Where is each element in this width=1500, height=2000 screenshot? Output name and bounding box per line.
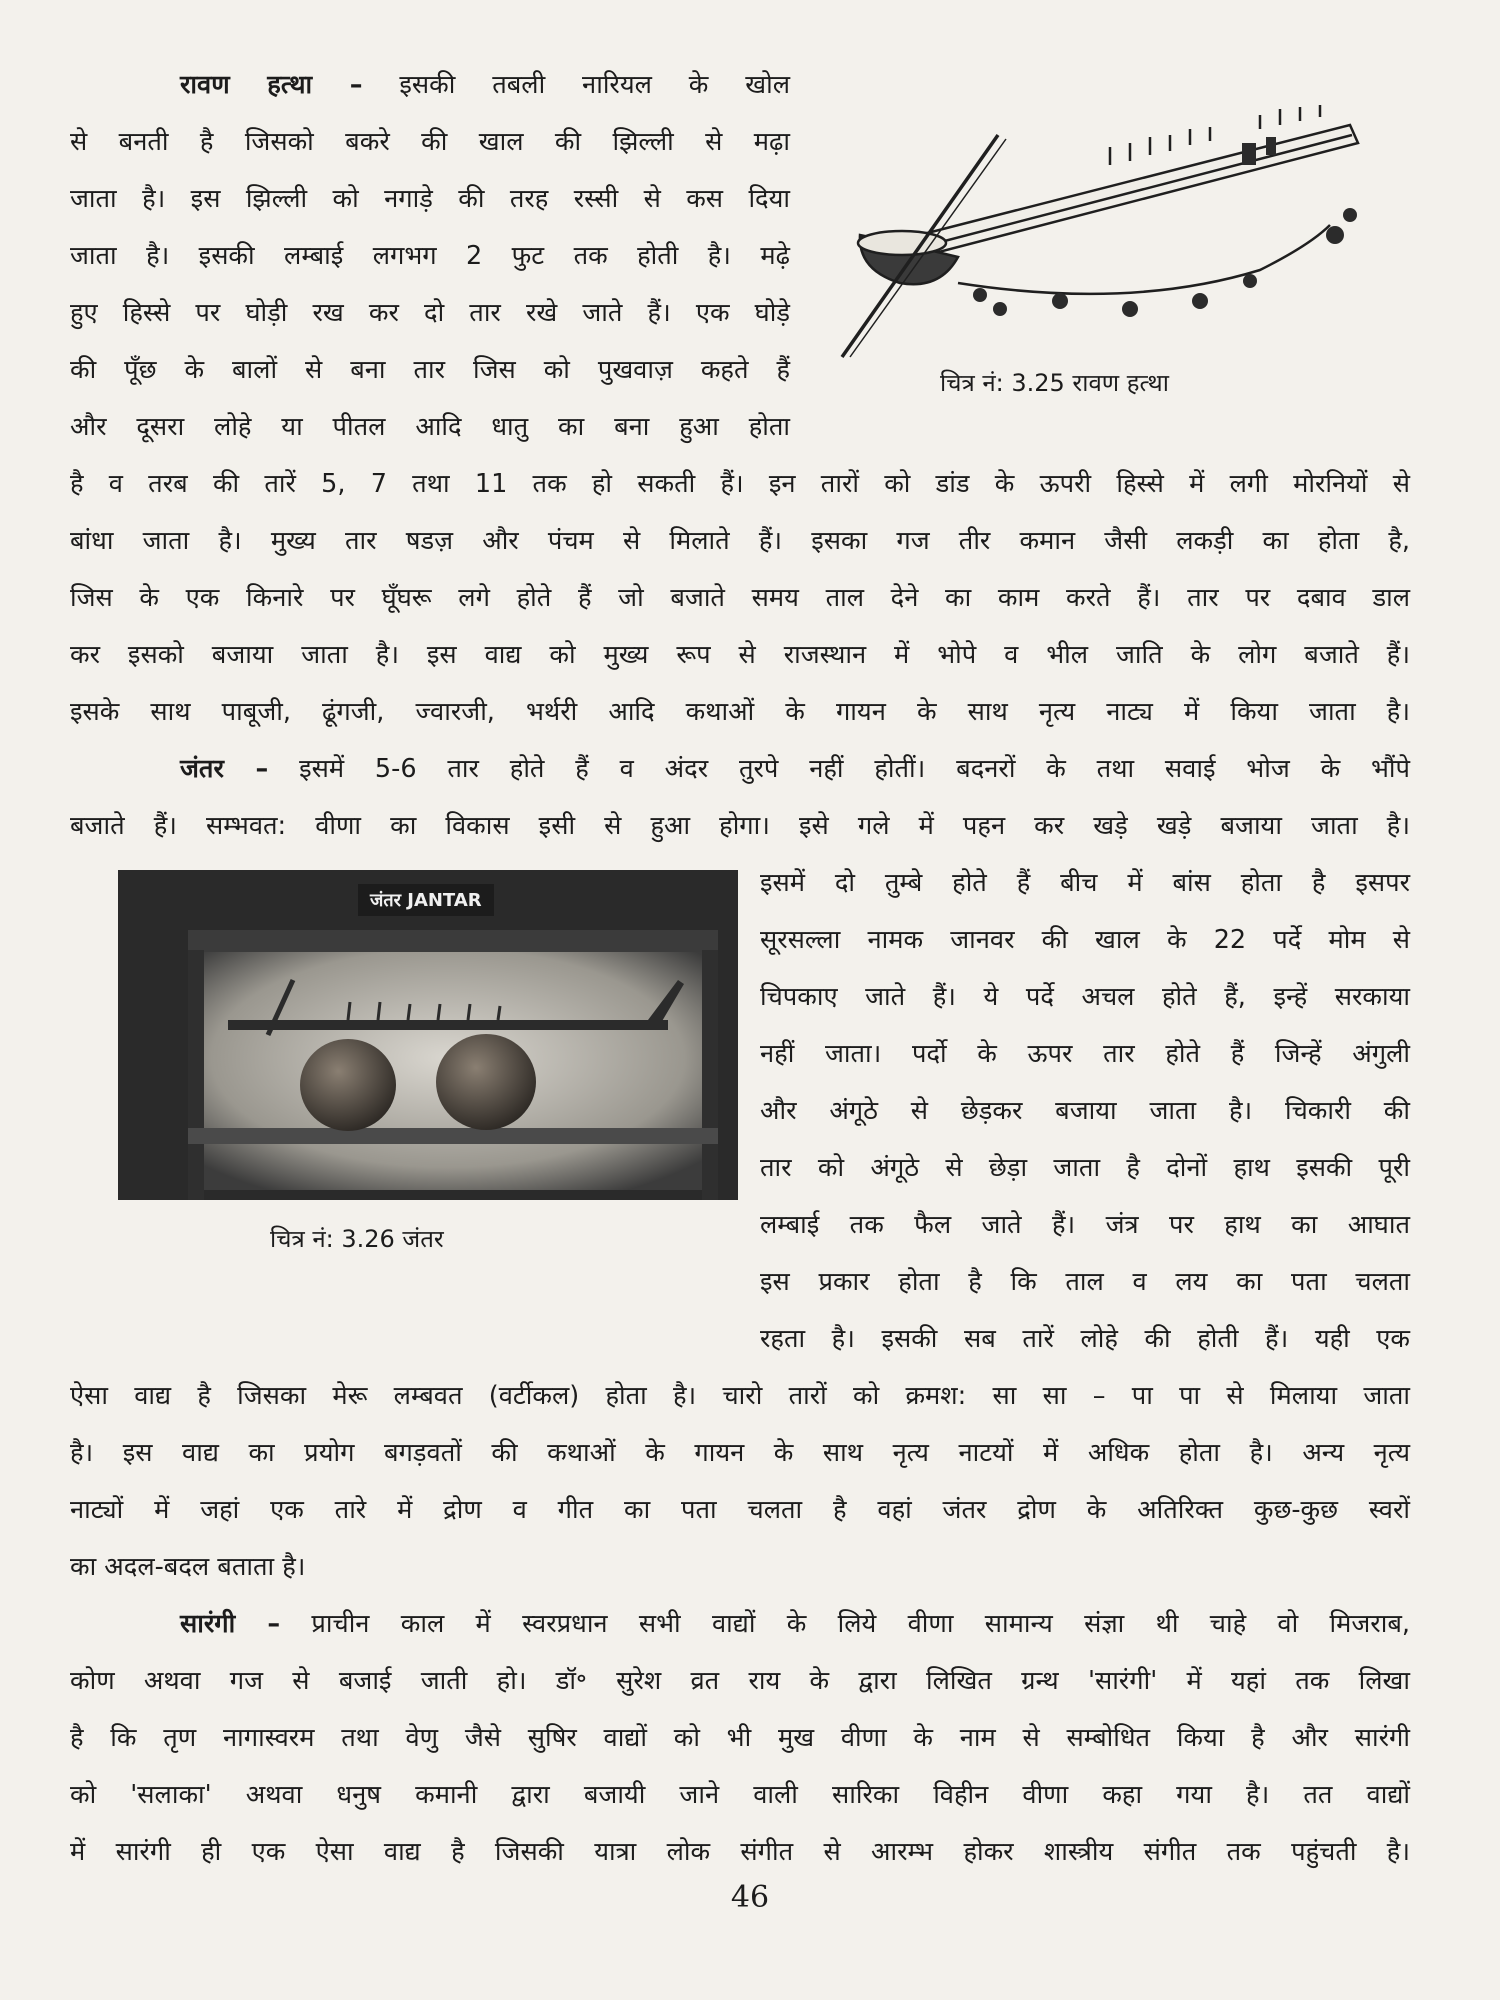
jantar-wrap-5: और अंगूठे से छेड़कर बजाया जाता है। चिकारी की [760,1096,1410,1126]
jantar-photo [118,870,738,1200]
sarangi-heading: सारंगी – [180,1609,281,1639]
jantar-wrap-8: इस प्रकार होता है कि ताल व लय का पता चलता [760,1267,1410,1297]
ravanhatha-wrap-3: जाता है। इसकी लम्बाई लगभग 2 फुट तक होती है। मढ़े [70,241,790,271]
sarangi-last: में सारंगी ही एक ऐसा वाद्य है जिसकी यात्रा लोक संगीत से आरम्भ होकर शास्त्रीय संगीत तक पहुंचती है। [70,1837,1410,1867]
sarangi-full-1: कोण अथवा गज से बजाई जाती हो। डॉ॰ सुरेश व्रत राय के द्वारा लिखित ग्रन्थ 'सारंगी' में यहां तक लिखा [70,1666,1410,1696]
ravanhatha-wrap-1: से बनती है जिसको बकरे की खाल की झिल्ली से मढ़ा [70,127,790,157]
sarangi-line-1: सारंगी – प्राचीन काल में स्वरप्रधान सभी वाद्यों के लिये वीणा सामान्य संज्ञा थी चाहे वो मिजराब, [180,1609,1410,1639]
jantar-line-1: जंतर – इसमें 5-6 तार होते हैं व अंदर तुरपे नहीं होतीं। बदनरों के तथा सवाई भोज के भौंपे [180,754,1410,784]
ravanhatha-figure [830,95,1390,365]
ravanhatha-wrap-5: की पूँछ के बालों से बना तार जिस को पुखवाज़ कहते हैं [70,355,790,385]
ravanhatha-wrap-6: और दूसरा लोहे या पीतल आदि धातु का बना हुआ होता [70,412,790,442]
jantar-wrap-7: लम्बाई तक फैल जाते हैं। जंत्र पर हाथ का आघात [760,1210,1410,1240]
jantar-instrument-icon [118,870,738,1200]
jantar-last: का अदल-बदल बताता है। [70,1552,306,1582]
page-number: 46 [730,1880,770,1915]
ravanhatha-full-3: जिस के एक किनारे पर घूँघरू लगे होते हैं जो बजाते समय ताल देने का काम करते हैं। तार पर दबाव डाल [70,583,1410,613]
jantar-wrap-2: सूरसल्ला नामक जानवर की खाल के 22 पर्दे मोम से [760,925,1410,955]
sarangi-full-3: को 'सलाका' अथवा धनुष कमानी द्वारा बजायी जाने वाली सारिका विहीन वीणा कहा गया है। तत वाद्यों [70,1780,1410,1810]
jantar-wrap-1: इसमें दो तुम्बे होते हैं बीच में बांस होता है इसपर [760,868,1410,898]
ravanhatha-full-1: है व तरब की तारें 5, 7 तथा 11 तक हो सकती हैं। इन तारों को डांड के ऊपरी हिस्से में लगी मोरनियों से [70,469,1410,499]
ravanhatha-full-4: कर इसको बजाया जाता है। इस वाद्य को मुख्य रूप से राजस्थान में भोपे व भील जाति के लोग बजाते हैं। [70,640,1410,670]
jantar-wrap-6: तार को अंगूठे से छेड़ा जाता है दोनों हाथ इसकी पूरी [760,1153,1410,1183]
jantar-wrap-9: रहता है। इसकी सब तारें लोहे की होती हैं। यही एक [760,1324,1410,1354]
ravanhatha-last: इसके साथ पाबूजी, ढूंगजी, ज्वारजी, भर्थरी आदि कथाओं के गायन के साथ नृत्य नाट्य में किया जाता है। [70,697,1410,727]
ravanhatha-wrap-4: हुए हिस्से पर घोड़ी रख कर दो तार रखे जाते हैं। एक घोड़े [70,298,790,328]
ravanhatha-line-1: रावण हत्था – इसकी तबली नारियल के खोल [180,70,791,100]
sarangi-full-2: है कि तृण नागास्वरम तथा वेणु जैसे सुषिर वाद्यों को भी मुख वीणा के नाम से सम्बोधित किया है और सारंगी [70,1723,1410,1753]
jantar-full-3: नाट्यों में जहां एक तारे में द्रोण व गीत का पता चलता है वहां जंतर द्रोण के अतिरिक्त कुछ-कुछ स्वरों [70,1495,1410,1525]
ravanhatha-instrument-icon [830,95,1390,365]
figure-3-25-caption: चित्र नं: 3.25 रावण हत्था [940,369,1169,397]
jantar-sign: जंतर JANTAR [358,884,494,916]
ravanhatha-wrap-2: जाता है। इस झिल्ली को नगाड़े की तरह रस्सी से कस दिया [70,184,790,214]
ravanhatha-full-2: बांधा जाता है। मुख्य तार षडज़ और पंचम से मिलाते हैं। इसका गज तीर कमान जैसी लकड़ी का होता है, [70,526,1410,556]
jantar-wrap-4: नहीं जाता। पर्दो के ऊपर तार होते हैं जिन्हें अंगुली [760,1039,1410,1069]
figure-3-26-caption: चित्र नं: 3.26 जंतर [270,1225,444,1253]
jantar-heading: जंतर – [180,754,269,784]
jantar-wrap-3: चिपकाए जाते हैं। ये पर्दे अचल होते हैं, इन्हें सरकाया [760,982,1410,1012]
jantar-line-2: बजाते हैं। सम्भवत: वीणा का विकास इसी से हुआ होगा। इसे गले में पहन कर खड़े खड़े बजाया जाता है। [70,811,1410,841]
jantar-full-2: है। इस वाद्य का प्रयोग बगड़वतों की कथाओं के गायन के साथ नृत्य नाटयों में अधिक होता है। अन्य नृत्य [70,1438,1410,1468]
jantar-full-1: ऐसा वाद्य है जिसका मेरू लम्बवत (वर्टीकल) होता है। चारो तारों को क्रमश: सा सा – पा पा से मिलाया जाता [70,1381,1410,1411]
ravanhatha-heading: रावण हत्था – [180,70,363,100]
